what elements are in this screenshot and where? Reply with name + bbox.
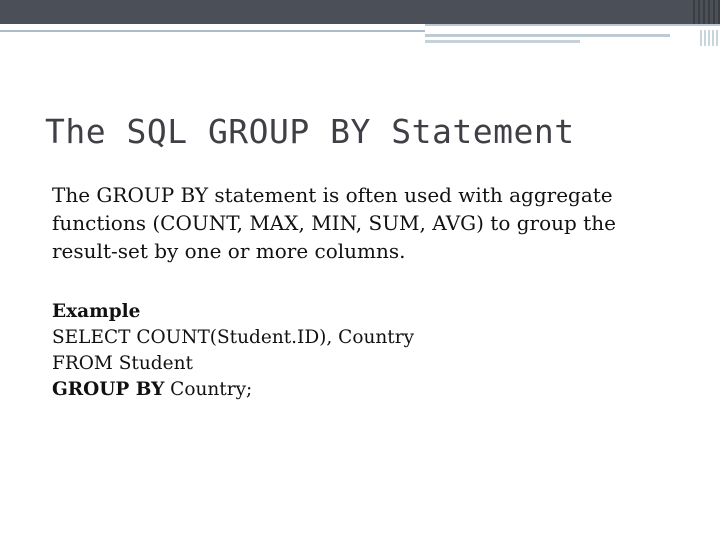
example-block <box>52 299 692 403</box>
example-code-line-group-by <box>52 377 692 403</box>
example-heading: Example <box>52 301 141 322</box>
group-by-keyword: GROUP BY <box>52 379 165 400</box>
example-code-line: FROM Student <box>52 353 193 374</box>
example-code-line: SELECT COUNT(Student.ID), Country <box>52 327 415 348</box>
decorative-line <box>0 30 425 32</box>
paragraph-line: The GROUP BY statement is often used with aggregate <box>52 183 613 207</box>
decorative-line <box>425 24 720 26</box>
slide-top-bar <box>0 0 720 24</box>
slide-paragraph <box>52 181 692 265</box>
slide-top-bar-accent <box>690 0 720 24</box>
decorative-line <box>425 34 670 37</box>
slide-title: The SQL GROUP BY Statement <box>45 112 575 151</box>
decorative-line <box>700 30 720 46</box>
paragraph-line: functions (COUNT, MAX, MIN, SUM, AVG) to group the <box>52 211 616 235</box>
paragraph-line: result-set by one or more columns. <box>52 239 406 263</box>
group-by-rest: Country; <box>164 379 253 400</box>
decorative-line <box>425 40 580 43</box>
